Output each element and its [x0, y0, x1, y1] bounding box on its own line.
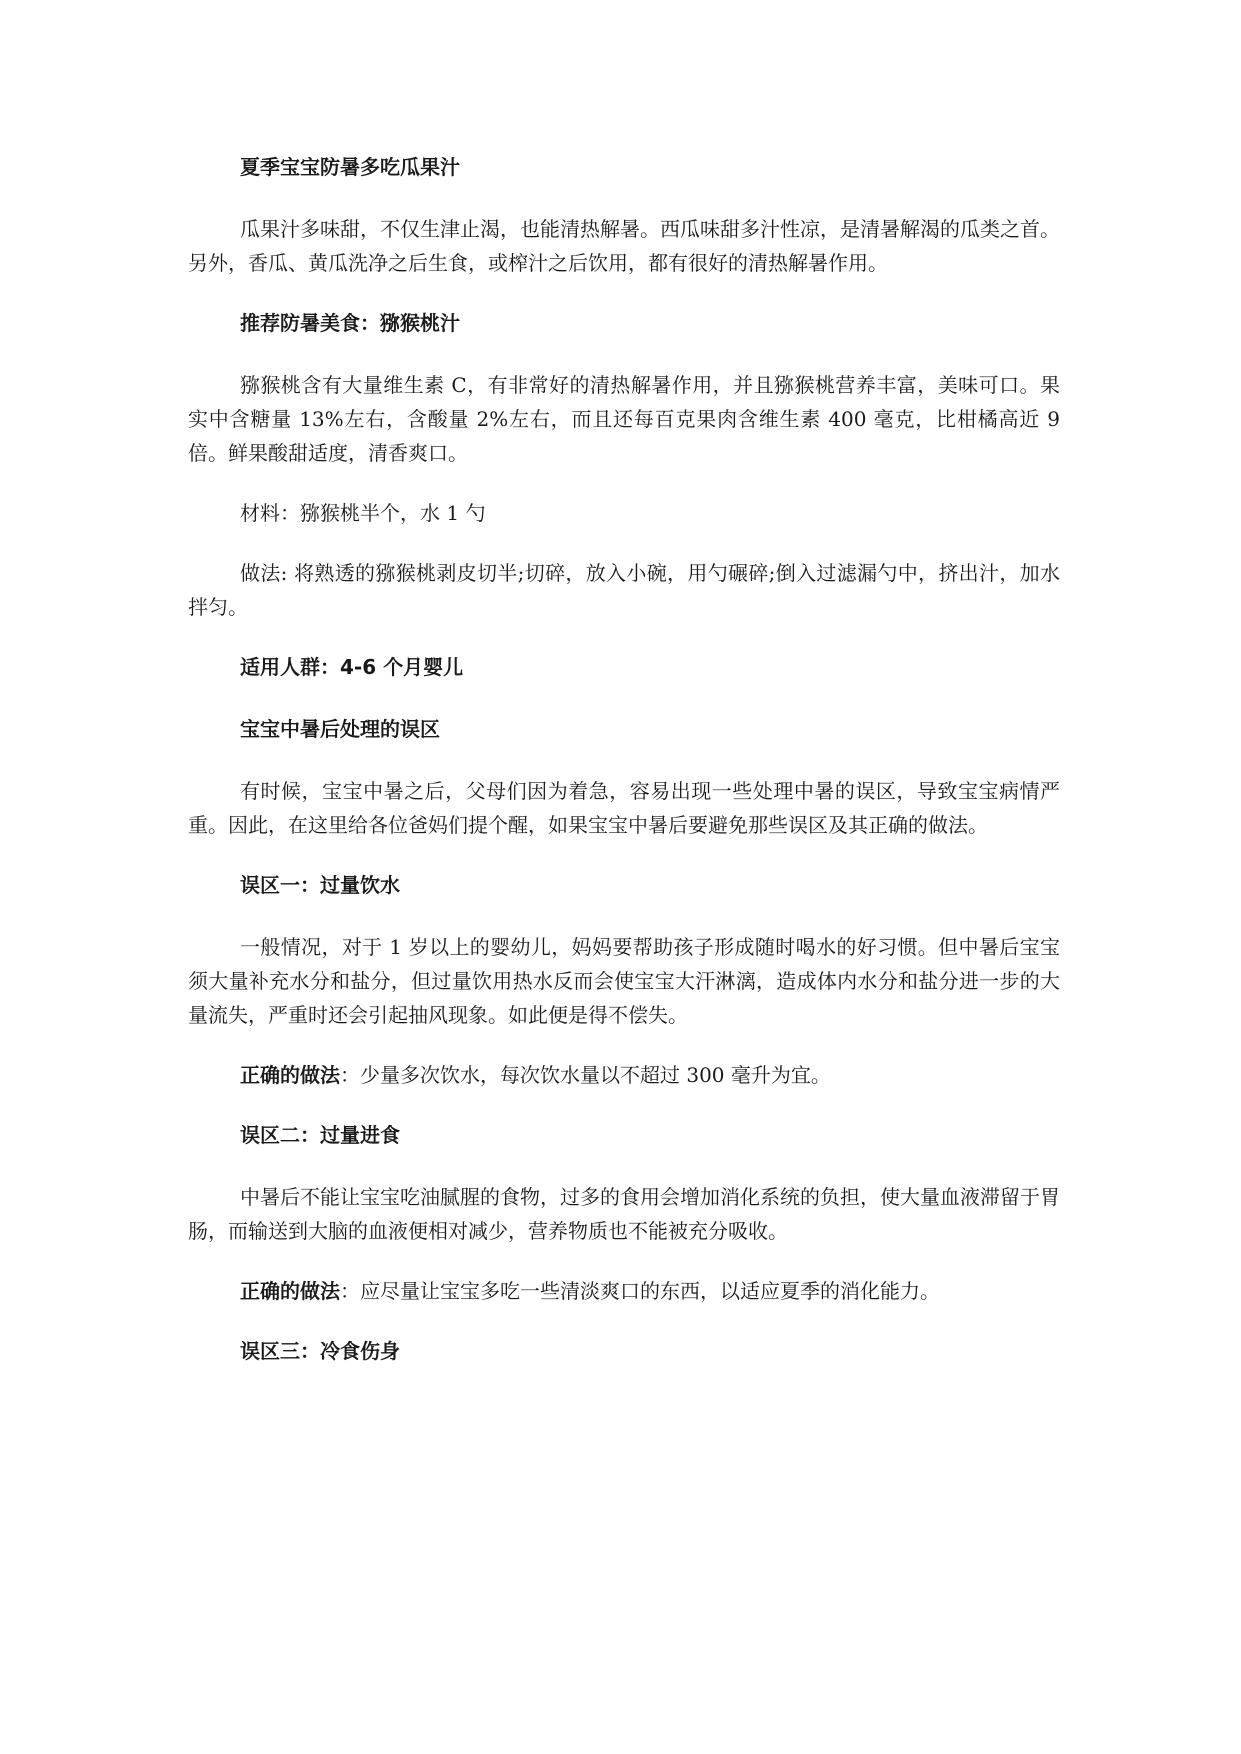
paragraph: 一般情况，对于 1 岁以上的婴幼儿，妈妈要帮助孩子形成随时喝水的好习惯。但中暑后宝宝须大量补充水分和盐分，但过量饮用热水反而会使宝宝大汗淋漓，造成体内水分和盐分进一步的大量流失，严重时还会引起抽风现象。如此便是得不偿失。 — [188, 935, 1060, 1027]
section-heading: 误区三：冷食伤身 — [240, 1339, 400, 1363]
paragraph: 做法: 将熟透的猕猴桃剥皮切半;切碎，放入小碗，用勺碾碎;倒入过滤漏勺中，挤出汁，加水拌匀。 — [188, 561, 1060, 619]
paragraph: 瓜果汁多味甜，不仅生津止渴，也能清热解暑。西瓜味甜多汁性凉，是清暑解渴的瓜类之首。另外，香瓜、黄瓜洗净之后生食，或榨汁之后饮用，都有很好的清热解暑作用。 — [188, 217, 1060, 275]
correct-method-text: ：应尽量让宝宝多吃一些清淡爽口的东西，以适应夏季的消化能力。 — [340, 1279, 940, 1303]
section-heading: 误区一：过量饮水 — [240, 873, 400, 897]
correct-method-label: 正确的做法 — [240, 1063, 340, 1087]
document-page — [188, 150, 1060, 1396]
correct-method-paragraph — [188, 1274, 1060, 1308]
section-heading: 推荐防暑美食：猕猴桃汁 — [240, 311, 460, 335]
section-heading: 夏季宝宝防暑多吃瓜果汁 — [240, 155, 460, 179]
correct-method-label: 正确的做法 — [240, 1279, 340, 1303]
section-heading: 宝宝中暑后处理的误区 — [240, 717, 440, 741]
section-heading: 适用人群：4-6 个月婴儿 — [240, 655, 464, 679]
paragraph: 猕猴桃含有大量维生素 C，有非常好的清热解暑作用，并且猕猴桃营养丰富，美味可口。果实中含糖量 13%左右，含酸量 2%左右，而且还每百克果肉含维生素 400 毫克，比柑橘高近 9 倍。鲜果酸甜适度，清香爽口。 — [188, 373, 1060, 465]
correct-method-text: ：少量多次饮水，每次饮水量以不超过 300 毫升为宜。 — [340, 1063, 831, 1087]
paragraph: 有时候，宝宝中暑之后，父母们因为着急，容易出现一些处理中暑的误区，导致宝宝病情严重。因此，在这里给各位爸妈们提个醒，如果宝宝中暑后要避免那些误区及其正确的做法。 — [188, 779, 1060, 837]
section-heading: 误区二：过量进食 — [240, 1123, 400, 1147]
paragraph: 材料：猕猴桃半个，水 1 勺 — [240, 501, 486, 525]
paragraph: 中暑后不能让宝宝吃油腻腥的食物，过多的食用会增加消化系统的负担，使大量血液滞留于胃肠，而输送到大脑的血液便相对减少，营养物质也不能被充分吸收。 — [188, 1185, 1060, 1243]
correct-method-paragraph — [188, 1058, 1060, 1092]
